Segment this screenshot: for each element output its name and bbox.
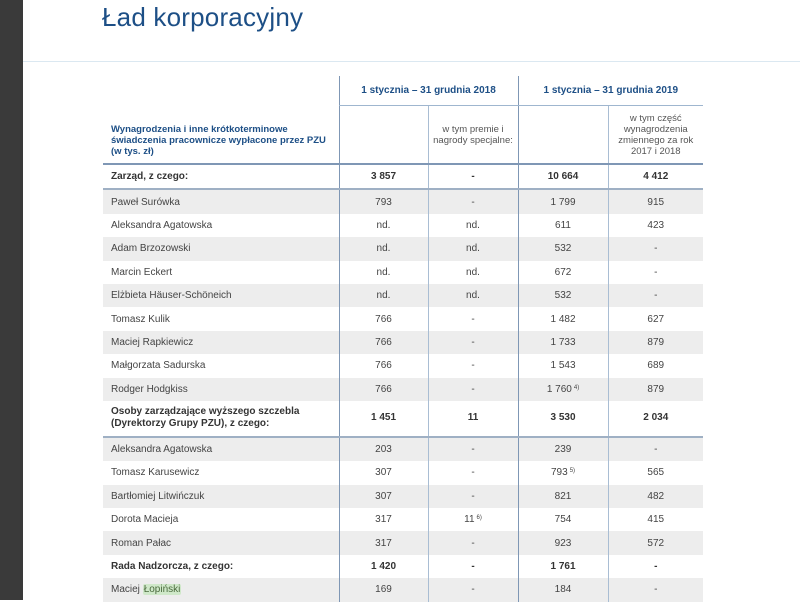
- cell-2018-total: 203: [339, 437, 428, 461]
- cell-2018-total: 1 451: [339, 401, 428, 437]
- table-row-section: [103, 401, 703, 437]
- cell-2019-variable: 879: [608, 331, 703, 354]
- cell-value: 793: [551, 467, 568, 479]
- document-page: [23, 0, 800, 600]
- cell-2019-total: 532: [518, 284, 608, 307]
- cell-2018-total: 307: [339, 461, 428, 484]
- table-row: [103, 378, 703, 401]
- table-row: [103, 214, 703, 237]
- cell-2019-total: 1 761: [518, 555, 608, 578]
- table-row: [103, 354, 703, 377]
- row-label: Małgorzata Sadurska: [111, 360, 206, 372]
- row-label: Rada Nadzorcza, z czego:: [111, 561, 234, 573]
- cell-2018-bonus: nd.: [428, 284, 518, 307]
- cell-2019-total: 821: [518, 485, 608, 508]
- cell-2018-total: 766: [339, 331, 428, 354]
- cell-2019-variable: 689: [608, 354, 703, 377]
- table-row: [103, 237, 703, 260]
- cell-2019-total: 1 482: [518, 307, 608, 330]
- cell-2018-total: 793: [339, 189, 428, 213]
- cell-2018-bonus: [428, 508, 518, 531]
- row-label: Osoby zarządzające wyższego szczebla (Dyrektorzy Grupy PZU), z czego:: [111, 406, 300, 430]
- row-label: Tomasz Kulik: [111, 313, 170, 325]
- table-row: [103, 331, 703, 354]
- footnote-ref: 5): [569, 468, 576, 475]
- cell-2018-bonus: -: [428, 578, 518, 601]
- cell-2019-total: 923: [518, 531, 608, 554]
- subheader-2018-total: [339, 106, 428, 165]
- cell-2018-bonus: 11: [428, 401, 518, 437]
- cell-2018-total: 766: [339, 307, 428, 330]
- cell-2019-total: 754: [518, 508, 608, 531]
- table-row: [103, 437, 703, 461]
- cell-2019-total: 10 664: [518, 164, 608, 189]
- column-header-label: Wynagrodzenia i inne krótkoterminowe świadczenia pracownicze wypłacone przez PZU (w tys. zł): [103, 76, 339, 164]
- cell-2019-variable: 482: [608, 485, 703, 508]
- row-label: Aleksandra Agatowska: [103, 437, 339, 461]
- table-row: [103, 508, 703, 531]
- cell-2018-total: nd.: [339, 237, 428, 260]
- cell-2019-total: 672: [518, 261, 608, 284]
- cell-2019-variable: 915: [608, 189, 703, 213]
- row-label: Rodger Hodgkiss: [103, 378, 339, 401]
- cell-2018-bonus: -: [428, 461, 518, 484]
- cell-2018-total: 317: [339, 508, 428, 531]
- cell-2018-total: 3 857: [339, 164, 428, 189]
- cell-2018-total: 1 420: [339, 555, 428, 578]
- subheader-2019-variable: w tym część wynagrodzenia zmiennego za rok 2017 i 2018: [608, 106, 703, 165]
- cell-2018-bonus: -: [428, 437, 518, 461]
- cell-2018-total: nd.: [339, 284, 428, 307]
- cell-2019-variable: 4 412: [608, 164, 703, 189]
- cell-2019-variable: 565: [608, 461, 703, 484]
- cell-2018-bonus: -: [428, 331, 518, 354]
- cell-2019-total: 1 543: [518, 354, 608, 377]
- cell-2019-variable: 572: [608, 531, 703, 554]
- cell-2019-variable: -: [608, 237, 703, 260]
- cell-2019-variable: 2 034: [608, 401, 703, 437]
- cell-2019-total: 3 530: [518, 401, 608, 437]
- row-label: Bartłomiej Litwińczuk: [103, 485, 339, 508]
- cell-2019-total: [518, 461, 608, 484]
- cell-2018-bonus: -: [428, 555, 518, 578]
- row-label: Paweł Surówka: [103, 189, 339, 213]
- search-highlight: Łopiński: [143, 584, 181, 596]
- table-row: [103, 531, 703, 554]
- cell-2019-variable: -: [608, 578, 703, 601]
- row-label: Roman Pałac: [103, 531, 339, 554]
- table-row: [103, 261, 703, 284]
- row-label: Elżbieta Häuser-Schöneich: [103, 284, 339, 307]
- row-label-first: Maciej: [111, 584, 140, 596]
- cell-2019-variable: -: [608, 437, 703, 461]
- cell-2019-total: 239: [518, 437, 608, 461]
- cell-2018-total: 169: [339, 578, 428, 601]
- window-edge: [0, 0, 23, 600]
- table-row: [103, 189, 703, 213]
- footnote-ref: 6): [476, 515, 482, 522]
- row-label: Adam Brzozowski: [103, 237, 339, 260]
- cell-2018-total: 766: [339, 354, 428, 377]
- table-row-section: [103, 555, 703, 578]
- cell-2019-variable: 423: [608, 214, 703, 237]
- title-divider: [23, 61, 800, 62]
- table-row: [103, 485, 703, 508]
- cell-2018-bonus: -: [428, 189, 518, 213]
- cell-2018-total: 307: [339, 485, 428, 508]
- cell-value: 1 760: [546, 383, 572, 395]
- cell-2018-bonus: -: [428, 354, 518, 377]
- cell-2018-bonus: -: [428, 531, 518, 554]
- row-label: Maciej Rapkiewicz: [103, 331, 339, 354]
- subheader-2018-bonus: w tym premie i nagrody specjalne:: [428, 106, 518, 165]
- cell-2019-variable: -: [608, 261, 703, 284]
- column-header-2019: 1 stycznia – 31 grudnia 2019: [518, 76, 703, 106]
- cell-2019-total: 611: [518, 214, 608, 237]
- cell-2018-bonus: -: [428, 485, 518, 508]
- row-label: Zarząd, z czego:: [111, 171, 189, 183]
- cell-2019-variable: 415: [608, 508, 703, 531]
- row-label: [103, 578, 339, 601]
- page-title: Ład korporacyjny: [102, 2, 304, 32]
- cell-value: 11: [464, 514, 475, 526]
- column-header-2018: 1 stycznia – 31 grudnia 2018: [339, 76, 518, 106]
- cell-2019-total: 1 799: [518, 189, 608, 213]
- cell-2019-variable: 879: [608, 378, 703, 401]
- cell-2019-total: 184: [518, 578, 608, 601]
- footnote-ref: 4): [573, 384, 580, 391]
- row-label: Dorota Macieja: [111, 514, 179, 526]
- cell-2018-bonus: -: [428, 307, 518, 330]
- cell-2018-total: nd.: [339, 214, 428, 237]
- cell-2018-bonus: -: [428, 378, 518, 401]
- cell-2019-total: 532: [518, 237, 608, 260]
- cell-2018-total: 766: [339, 378, 428, 401]
- cell-2019-total: 1 733: [518, 331, 608, 354]
- table-row: [103, 307, 703, 330]
- cell-2018-bonus: -: [428, 164, 518, 189]
- table-row: [103, 578, 703, 601]
- cell-2018-bonus: nd.: [428, 214, 518, 237]
- subheader-2019-total: [518, 106, 608, 165]
- table-row-section: [103, 164, 703, 189]
- cell-2019-variable: -: [608, 284, 703, 307]
- cell-2018-bonus: nd.: [428, 261, 518, 284]
- cell-2018-bonus: nd.: [428, 237, 518, 260]
- row-label: Tomasz Karusewicz: [111, 467, 200, 479]
- cell-2019-variable: -: [608, 555, 703, 578]
- row-label: Marcin Eckert: [111, 266, 173, 278]
- cell-2019-variable: 627: [608, 307, 703, 330]
- cell-2018-total: nd.: [339, 261, 428, 284]
- table-row: [103, 284, 703, 307]
- table-row: [103, 461, 703, 484]
- row-label: Aleksandra Agatowska: [111, 219, 213, 231]
- cell-2018-total: 317: [339, 531, 428, 554]
- compensation-table: [103, 76, 703, 602]
- cell-2019-total: [518, 378, 608, 401]
